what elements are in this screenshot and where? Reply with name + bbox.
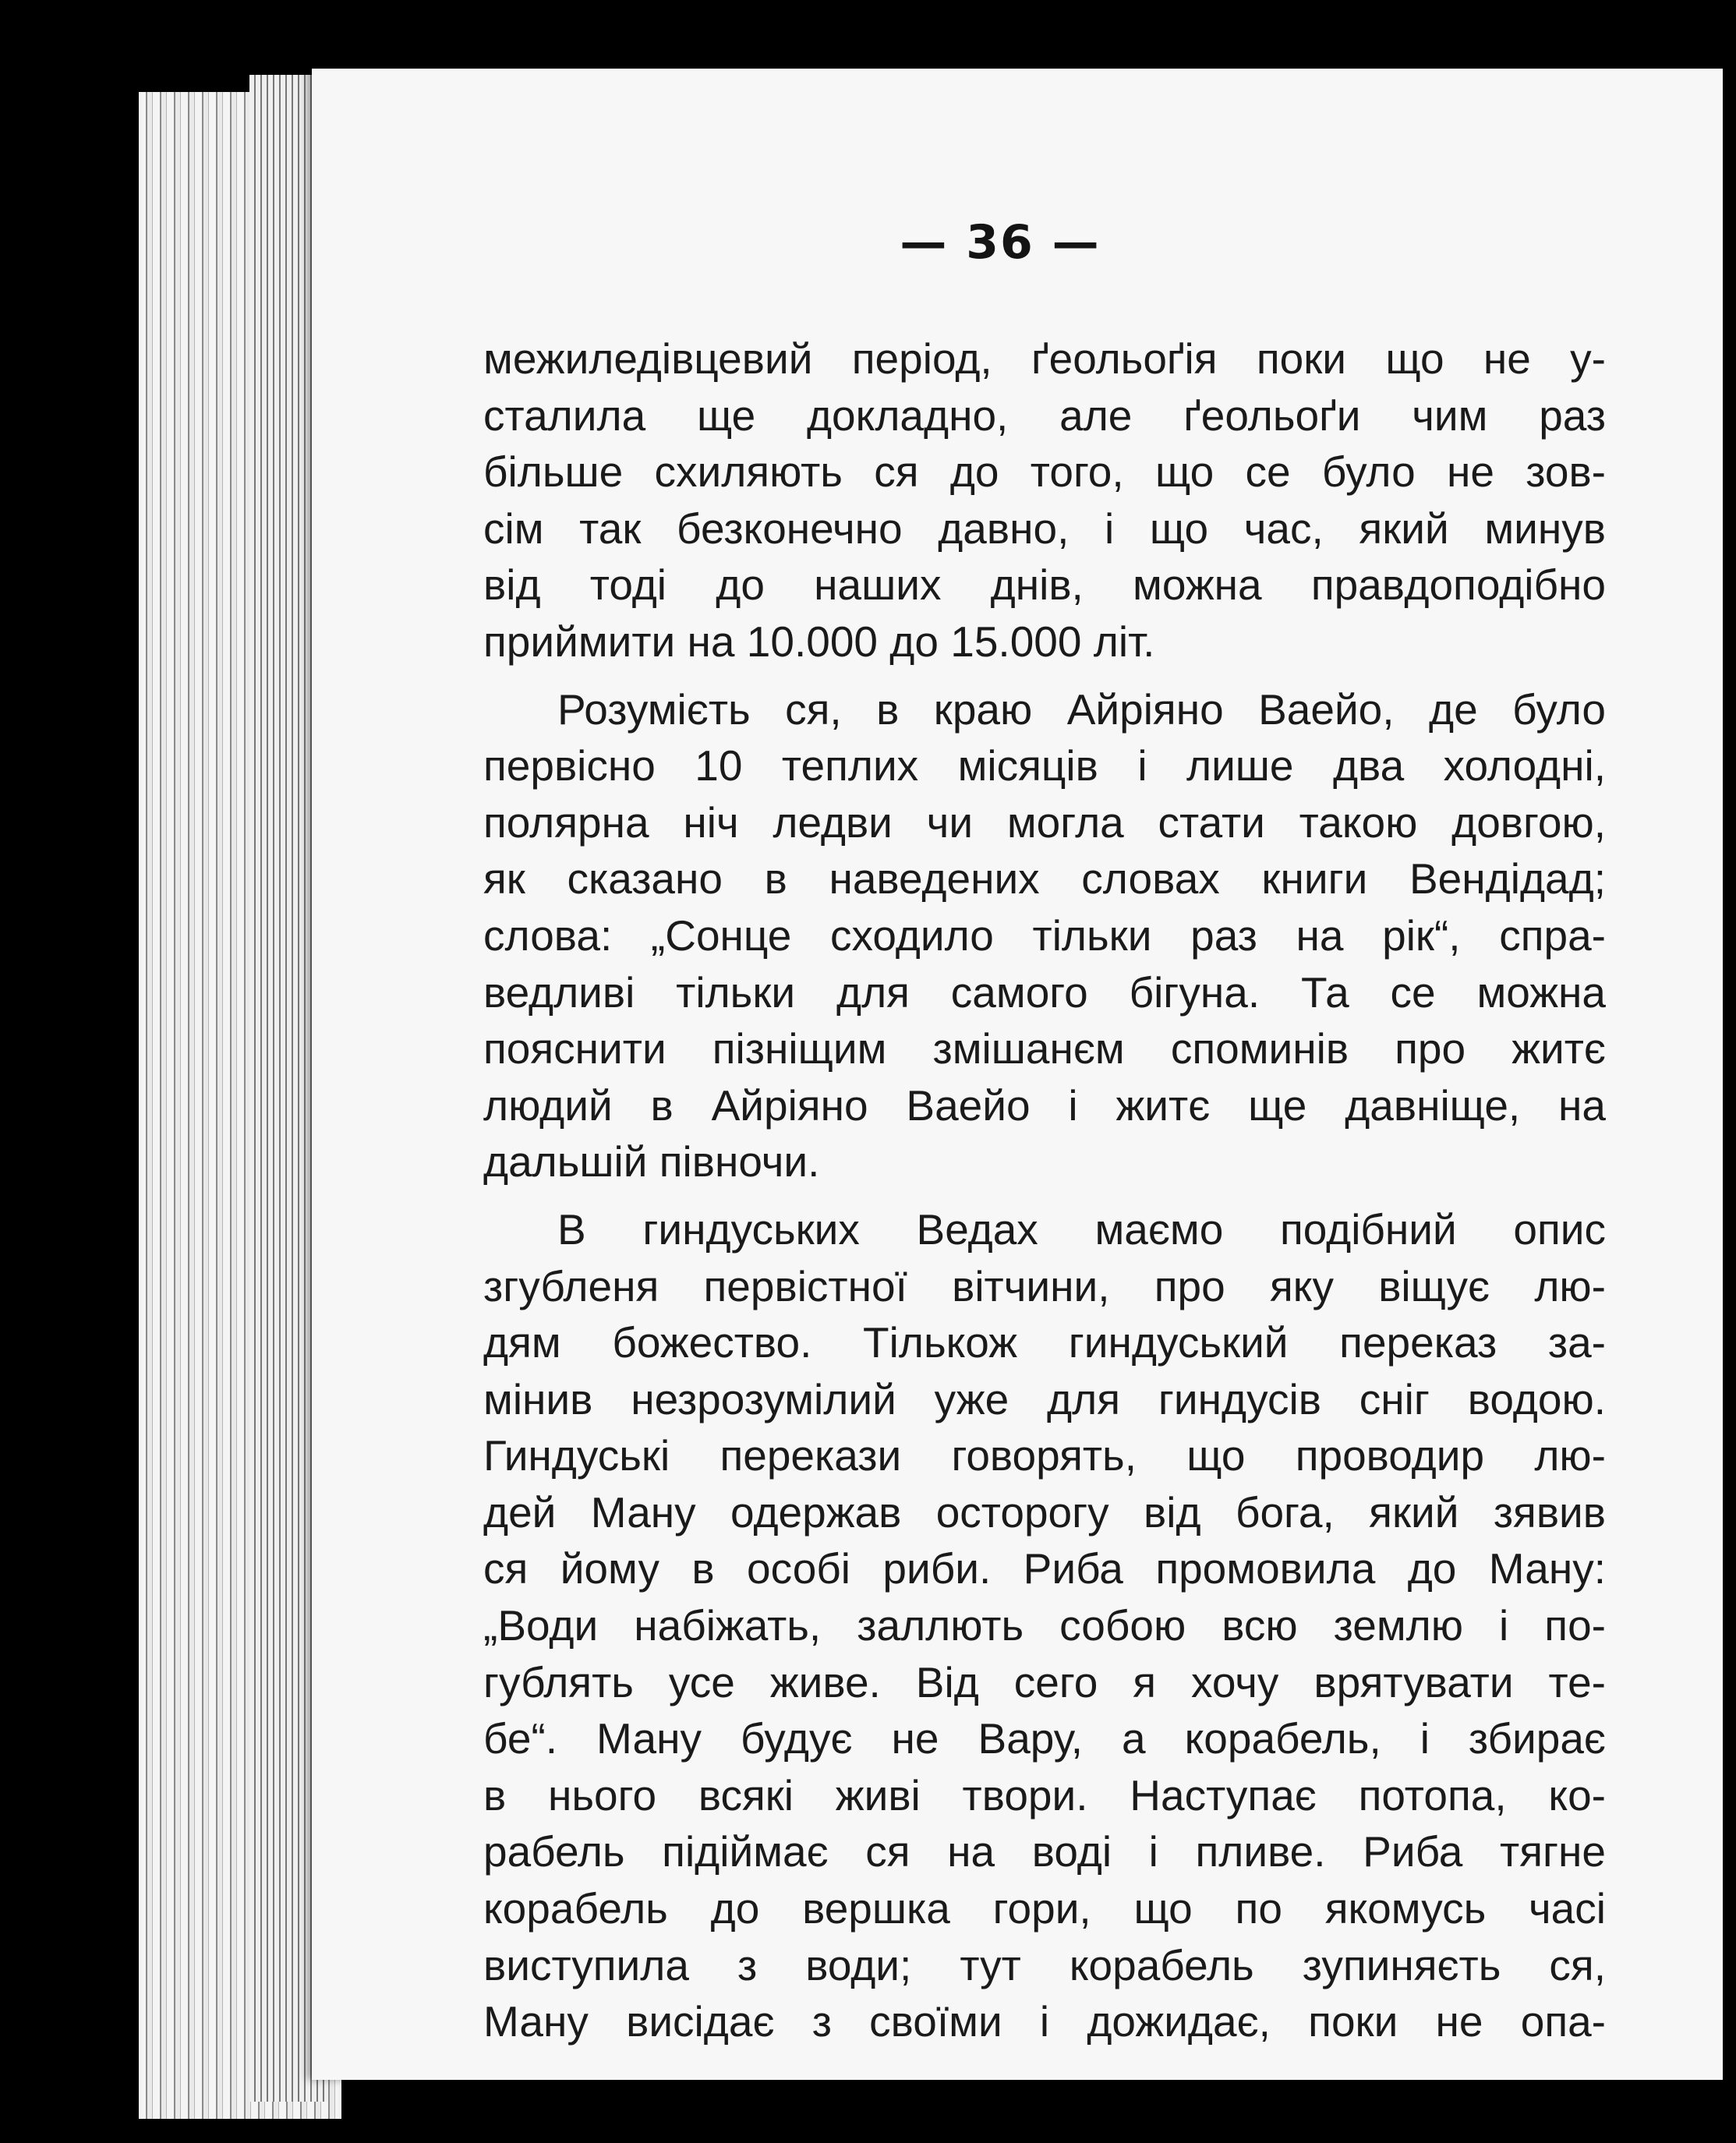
text-line: в нього всякі живі твори. Наступає потопа, ко-	[483, 1770, 1606, 1819]
text-line: бе“. Ману будує не Вару, а корабель, і збирає	[483, 1714, 1606, 1763]
text-line: В гиндуських Ведах маємо подібний опис	[557, 1204, 1606, 1254]
text-line: більше схиляють ся до того, що се було не зов-	[483, 447, 1606, 497]
text-line: Розумієть ся, в краю Айріяно Ваейо, де було	[557, 684, 1606, 734]
text-line: ся йому в особі риби. Риба промовила до Ману:	[483, 1544, 1606, 1593]
text-line: мінив незрозумілий уже для гиндусів сніг водою.	[483, 1374, 1606, 1423]
text-line: людий в Айріяно Ваейо і житє ще давніще, на	[483, 1080, 1606, 1130]
text-line: приймити на 10.000 до 15.000 літ.	[483, 617, 1155, 666]
text-line: слова: „Сонце сходило тільки раз на рік“, спра-	[483, 911, 1606, 960]
text-line: первісно 10 теплих місяців і лише два холодні,	[483, 741, 1606, 790]
text-line: рабель підіймає ся на воді і пливе. Риба тягне	[483, 1827, 1606, 1876]
text-line: сталила ще докладно, але ґеольоґи чим раз	[483, 391, 1606, 440]
text-line: дей Ману одержав осторогу від бога, який зявив	[483, 1487, 1606, 1537]
text-line: Гиндуські перекази говорять, що проводир лю-	[483, 1431, 1606, 1480]
text-line: дальшій півночи.	[483, 1137, 820, 1186]
text-line: „Води набіжать, заллють собою всю землю і по-	[483, 1601, 1606, 1650]
text-line: гублять усе живе. Від сего я хочу врятувати те-	[483, 1657, 1606, 1706]
text-line: ведливі тільки для самого бігуна. Та се можна	[483, 967, 1606, 1017]
paragraph	[483, 331, 1606, 670]
text-line: виступила з води; тут корабель зупиняєть ся,	[483, 1940, 1606, 1989]
text-line: полярна ніч ледви чи могла стати такою довгою,	[483, 797, 1606, 847]
text-line: пояснити пізніщим змішанєм споминів про житє	[483, 1024, 1606, 1073]
paragraph-gap	[483, 670, 1606, 681]
text-line: межиледівцевий період, ґеольоґія поки що не у-	[483, 334, 1606, 383]
book-page	[312, 69, 1723, 2080]
text-line: від тоді до наших днів, можна правдоподібно	[483, 561, 1606, 610]
text-line: дям божество. Тількож гиндуський переказ за-	[483, 1318, 1606, 1367]
body-text	[483, 331, 1606, 2050]
paragraph	[483, 1201, 1606, 2050]
paragraph	[483, 681, 1606, 1190]
text-line: корабель до вершка гори, що по якомусь часі	[483, 1884, 1606, 1933]
text-line: Ману висідає з своїми і дожидає, поки не опа-	[483, 1997, 1606, 2046]
paragraph-gap	[483, 1190, 1606, 1201]
text-line: як сказано в наведених словах книги Вендідад;	[483, 854, 1606, 904]
text-line: сім так безконечно давно, і що час, який минув	[483, 504, 1606, 553]
page-number: — 36 —	[900, 215, 1101, 270]
text-line: згубленя первістної вітчини, про яку віщує лю-	[483, 1261, 1606, 1310]
